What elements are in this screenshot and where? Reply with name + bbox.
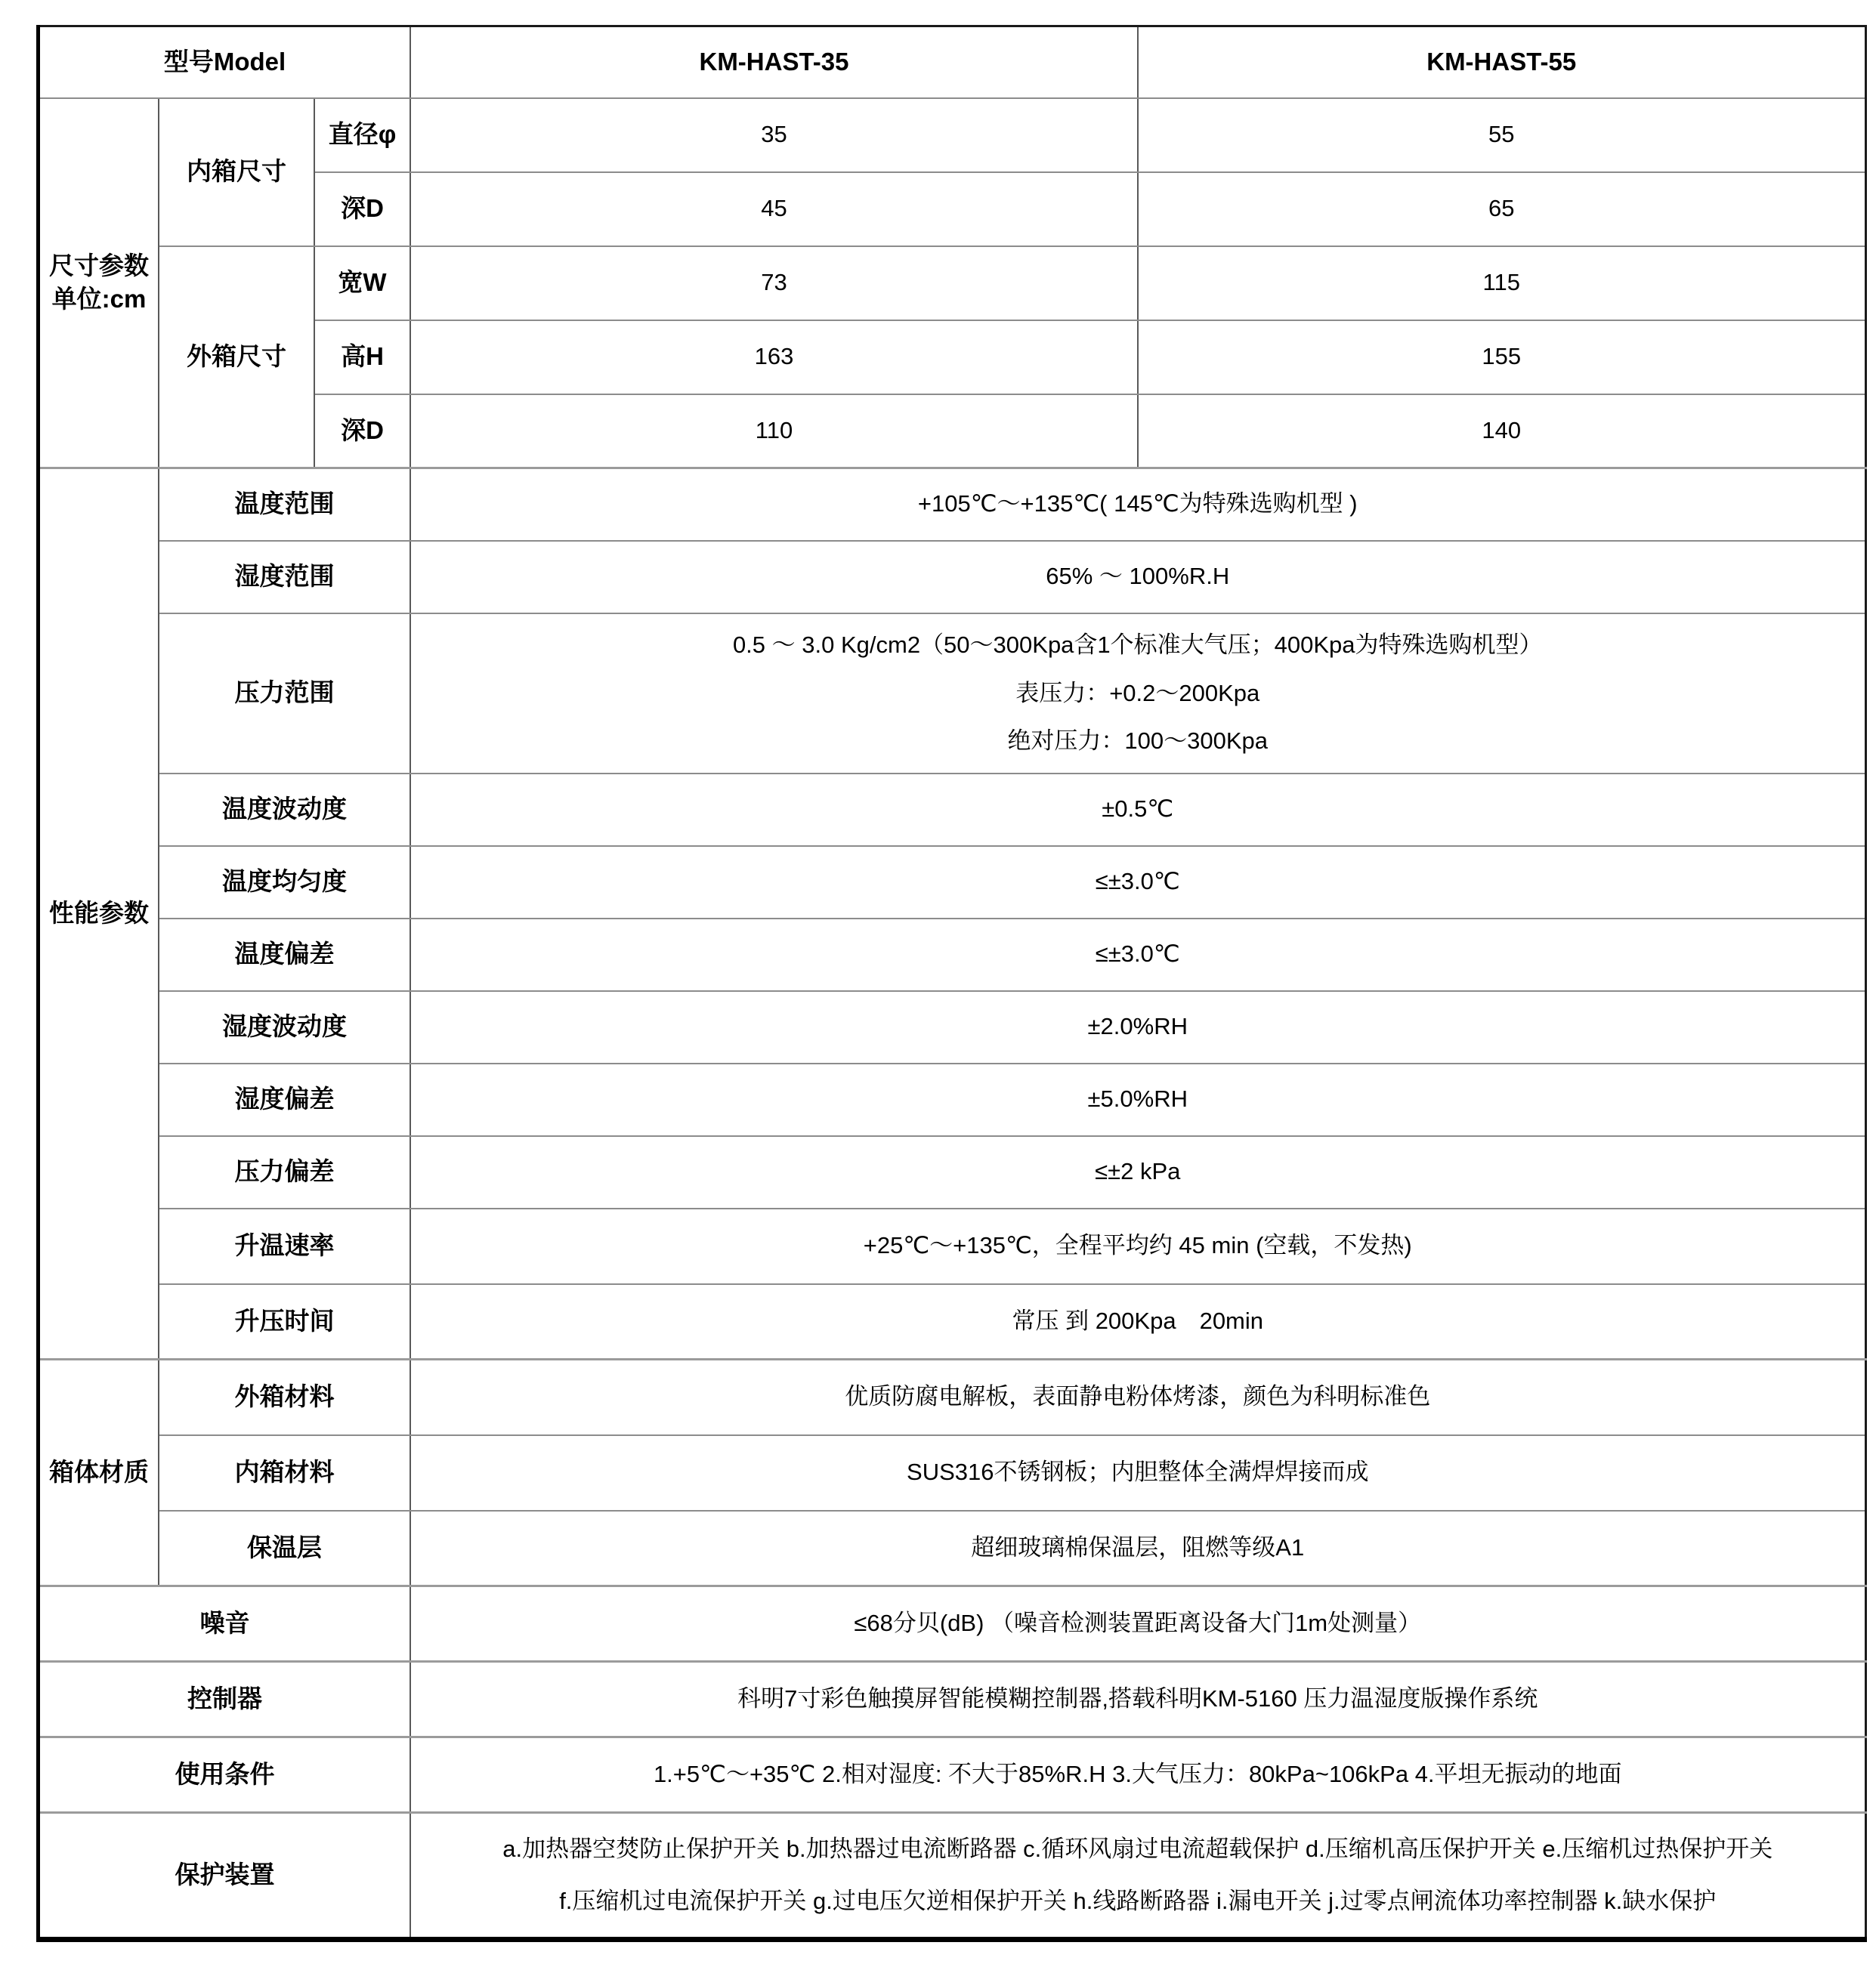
perf-row-value <box>410 613 1865 774</box>
table-row-pressure-deviation <box>39 1136 1866 1209</box>
table-row-diameter <box>39 98 1866 172</box>
table-row-temp-uniformity <box>39 846 1866 919</box>
perf-row-value: +105℃～+135℃( 145℃为特殊选购机型 ) <box>410 468 1865 541</box>
table-row-insulation <box>39 1511 1866 1586</box>
perf-row-label: 湿度偏差 <box>159 1064 410 1136</box>
dim-value-55: 140 <box>1138 394 1865 468</box>
spec-table <box>36 25 1867 1942</box>
perf-row-value: ±2.0%RH <box>410 991 1865 1064</box>
perf-row-label: 湿度波动度 <box>159 991 410 1064</box>
material-row-label: 外箱材料 <box>159 1360 410 1435</box>
pressure-range-line: 表压力：+0.2～200Kpa <box>1015 679 1260 706</box>
dim-value-35: 73 <box>410 246 1138 320</box>
perf-row-label: 温度偏差 <box>159 919 410 991</box>
table-row-controller <box>39 1662 1866 1737</box>
perf-row-label: 温度波动度 <box>159 774 410 846</box>
table-row-operating-conditions <box>39 1737 1866 1813</box>
protection-devices-line: f.压缩机过电流保护开关 g.过电压欠逆相保护开关 h.线路断路器 i.漏电开关 j.过零点闸流体功率控制器 k.缺水保护 <box>559 1887 1717 1914</box>
footer-row-label: 噪音 <box>39 1586 411 1662</box>
dim-value-35: 35 <box>410 98 1138 172</box>
dim-value-35: 45 <box>410 172 1138 246</box>
dimensions-section-label <box>39 98 159 468</box>
inner-box-size-label: 内箱尺寸 <box>159 98 314 246</box>
material-row-value: 超细玻璃棉保温层，阻燃等级A1 <box>410 1511 1865 1586</box>
dim-param-label: 高H <box>314 320 410 394</box>
performance-section-label: 性能参数 <box>39 468 159 1360</box>
header-row <box>39 26 1866 98</box>
dim-param-label: 宽W <box>314 246 410 320</box>
dim-value-55: 155 <box>1138 320 1865 394</box>
perf-row-value: +25℃～+135℃，全程平均约 45 min (空载，不发热) <box>410 1209 1865 1284</box>
dim-param-label: 深D <box>314 394 410 468</box>
pressure-range-line: 0.5 ～ 3.0 Kg/cm2（50～300Kpa含1个标准大气压；400Kpa为特殊选购机型） <box>732 632 1543 659</box>
table-row-outer-material <box>39 1360 1866 1435</box>
footer-row-label: 使用条件 <box>39 1737 411 1813</box>
table-row-noise <box>39 1586 1866 1662</box>
perf-row-label: 温度范围 <box>159 468 410 541</box>
dimensions-label-line1: 尺寸参数 <box>49 251 149 279</box>
material-row-value: SUS316不锈钢板；内胆整体全满焊焊接而成 <box>410 1435 1865 1511</box>
perf-row-label: 压力范围 <box>159 613 410 774</box>
material-row-label: 内箱材料 <box>159 1435 410 1511</box>
footer-row-label: 控制器 <box>39 1662 411 1737</box>
perf-row-value: 65% ～ 100%R.H <box>410 541 1865 613</box>
footer-row-label: 保护装置 <box>39 1813 411 1940</box>
table-row-protection-devices <box>39 1813 1866 1940</box>
table-row-width <box>39 246 1866 320</box>
material-row-label: 保温层 <box>159 1511 410 1586</box>
table-row-inner-material <box>39 1435 1866 1511</box>
table-row-pressurize-time <box>39 1284 1866 1360</box>
footer-row-value <box>410 1813 1865 1940</box>
perf-row-label: 升温速率 <box>159 1209 410 1284</box>
table-row-pressure-range <box>39 613 1866 774</box>
perf-row-value: ±5.0%RH <box>410 1064 1865 1136</box>
table-row-temp-fluctuation <box>39 774 1866 846</box>
footer-row-value: 科明7寸彩色触摸屏智能模糊控制器,搭载科明KM-5160 压力温湿度版操作系统 <box>410 1662 1865 1737</box>
dim-value-55: 65 <box>1138 172 1865 246</box>
outer-box-size-label: 外箱尺寸 <box>159 246 314 468</box>
footer-row-value: ≤68分贝(dB) （噪音检测装置距离设备大门1m处测量） <box>410 1586 1865 1662</box>
table-row-temp-range <box>39 468 1866 541</box>
perf-row-value: 常压 到 200Kpa 20min <box>410 1284 1865 1360</box>
protection-devices-line: a.加热器空焚防止保护开关 b.加热器过电流断路器 c.循环风扇过电流超载保护 d.压缩机高压保护开关 e.压缩机过热保护开关 <box>502 1836 1773 1863</box>
perf-row-value: ±0.5℃ <box>410 774 1865 846</box>
perf-row-label: 温度均匀度 <box>159 846 410 919</box>
dim-param-label: 深D <box>314 172 410 246</box>
footer-row-value: 1.+5℃～+35℃ 2.相对湿度: 不大于85%R.H 3.大气压力：80kPa~106kPa 4.平坦无振动的地面 <box>410 1737 1865 1813</box>
perf-row-label: 升压时间 <box>159 1284 410 1360</box>
materials-section-label: 箱体材质 <box>39 1360 159 1586</box>
table-row-temp-deviation <box>39 919 1866 991</box>
pressure-range-line: 绝对压力：100～300Kpa <box>1007 727 1269 755</box>
model-35-header: KM-HAST-35 <box>410 26 1138 98</box>
dim-value-55: 115 <box>1138 246 1865 320</box>
perf-row-value: ≤±3.0℃ <box>410 846 1865 919</box>
perf-row-label: 湿度范围 <box>159 541 410 613</box>
dim-value-35: 163 <box>410 320 1138 394</box>
table-row-humidity-deviation <box>39 1064 1866 1136</box>
table-row-heatup-rate <box>39 1209 1866 1284</box>
table-row-humidity-fluctuation <box>39 991 1866 1064</box>
material-row-value: 优质防腐电解板，表面静电粉体烤漆，颜色为科明标准色 <box>410 1360 1865 1435</box>
perf-row-label: 压力偏差 <box>159 1136 410 1209</box>
perf-row-value: ≤±3.0℃ <box>410 919 1865 991</box>
perf-row-value: ≤±2 kPa <box>410 1136 1865 1209</box>
dimensions-label-line2: 单位:cm <box>51 285 147 313</box>
dim-value-35: 110 <box>410 394 1138 468</box>
model-55-header: KM-HAST-55 <box>1138 26 1865 98</box>
model-header-label: 型号Model <box>39 26 411 98</box>
dim-param-label: 直径φ <box>314 98 410 172</box>
table-row-humidity-range <box>39 541 1866 613</box>
dim-value-55: 55 <box>1138 98 1865 172</box>
